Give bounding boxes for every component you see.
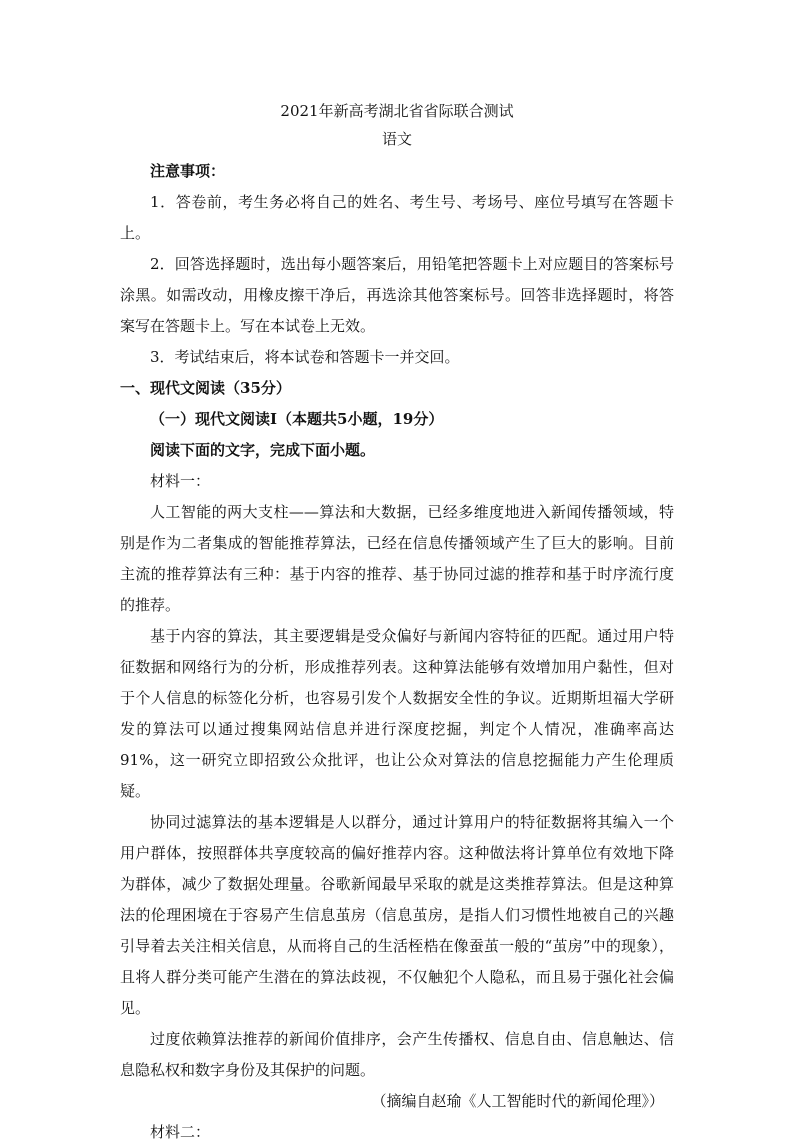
material-2-label: 材料二： — [150, 1123, 211, 1141]
paragraph-4: 过度依赖算法推荐的新闻价值排序，会产生传播权、信息自由、信息触达、信息隐私权和数字身份及其保护的问题。 — [120, 1030, 674, 1079]
exam-title: 2021年新高考湖北省省际联合测试 — [280, 102, 514, 120]
exam-subject: 语文 — [381, 130, 412, 148]
material-1-label: 材料一： — [150, 472, 211, 490]
notice-heading: 注意事项： — [150, 162, 226, 180]
source-citation: （摘编自赵瑜《人工智能时代的新闻伦理》） — [371, 1092, 664, 1110]
notice-item-1: 1．答卷前，考生务必将自己的姓名、考生号、考场号、座位号填写在答题卡上。 — [120, 193, 674, 242]
subsection-heading: （一）现代文阅读Ⅰ（本题共5小题，19分） — [150, 410, 444, 428]
reading-instruction: 阅读下面的文字，完成下面小题。 — [150, 441, 376, 459]
notice-item-2: 2．回答选择题时，选出每小题答案后，用铅笔把答题卡上对应题目的答案标号涂黑。如需改动，用橡皮擦干净后，再选涂其他答案标号。回答非选择题时，将答案写在答题卡上。写在本试卷上无效。 — [120, 255, 674, 335]
paragraph-2: 基于内容的算法，其主要逻辑是受众偏好与新闻内容特征的匹配。通过用户特征数据和网络行为的分析，形成推荐列表。这种算法能够有效增加用户黏性，但对于个人信息的标签化分析，也容易引发个人数据安全性的争议。近期斯坦福大学研发的算法可以通过搜集网站信息并进行深度挖掘，判定个人情况，准确率高达91%，这一研究立即招致公众批评，也让公众对算法的信息挖掘能力产生伦理质疑。 — [120, 627, 674, 800]
notice-item-3: 3．考试结束后，将本试卷和答题卡一并交回。 — [150, 348, 460, 366]
paragraph-1: 人工智能的两大支柱——算法和大数据，已经多维度地进入新闻传播领域，特别是作为二者集成的智能推荐算法，已经在信息传播领域产生了巨大的影响。目前主流的推荐算法有三种：基于内容的推荐、基于协同过滤的推荐和基于时序流行度的推荐。 — [120, 503, 674, 614]
paragraph-3: 协同过滤算法的基本逻辑是人以群分，通过计算用户的特征数据将其编入一个用户群体，按照群体共享度较高的偏好推荐内容。这种做法将计算单位有效地下降为群体，减少了数据处理量。谷歌新闻最早采取的就是这类推荐算法。但是这种算法的伦理困境在于容易产生信息茧房（信息茧房，是指人们习惯性地被自己的兴趣引导着去关注相关信息，从而将自己的生活桎梏在像蚕茧一般的“茧房”中的现象），且将人群分类可能产生潜在的算法歧视，不仅触犯个人隐私，而且易于强化社会偏见。 — [120, 813, 674, 1017]
section-heading: 一、现代文阅读（35分） — [120, 379, 291, 397]
